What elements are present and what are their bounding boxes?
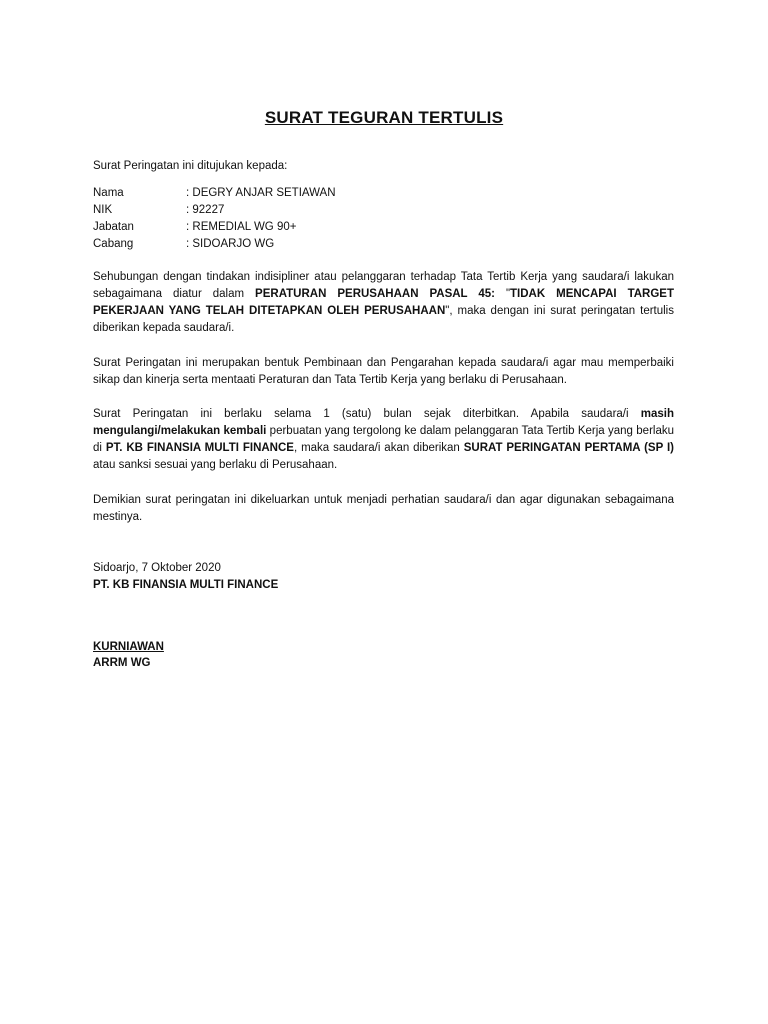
field-label: NIK (93, 204, 113, 216)
signer-name: KURNIAWAN (93, 641, 164, 653)
field-label: Cabang (93, 238, 134, 250)
text-span: ", maka dengan ini surat peringatan tertulis diberikan kepada saudara/i. (93, 305, 674, 334)
text-span: , maka saudara/i akan diberikan (293, 442, 464, 454)
field-value: : SIDOARJO WG (186, 238, 275, 250)
field-label: Nama (93, 187, 124, 199)
field-row-nama (93, 185, 674, 202)
paragraph-closing: Demikian surat peringatan ini dikeluarkan untuk menjadi perhatian saudara/i dan agar digunakan sebagaimana mestinya. (93, 494, 674, 523)
text-span: Surat Peringatan ini berlaku selama 1 (satu) bulan sejak diterbitkan. Apabila saudara/i (93, 408, 641, 420)
bold-regulation: PERATURAN PERUSAHAAN PASAL 45: (255, 288, 506, 300)
signer-title: ARRM WG (93, 657, 151, 669)
field-value: : REMEDIAL WG 90+ (186, 221, 297, 233)
field-value: : DEGRY ANJAR SETIAWAN (186, 187, 336, 199)
field-row-nik (93, 202, 674, 219)
bold-sp1: SURAT PERINGATAN PERTAMA (SP I) (463, 442, 674, 454)
bold-company: PT. KB FINANSIA MULTI FINANCE (105, 442, 294, 454)
addressee-intro: Surat Peringatan ini ditujukan kepada: (93, 160, 288, 172)
field-row-cabang (93, 236, 674, 253)
bold-violation-text: TIDAK MENCAPAI TARGET PEKERJAAN YANG TELAH DITETAPKAN OLEH PERUSAHAAN (93, 288, 674, 317)
text-span: atau sanksi sesuai yang berlaku di Perusahaan. (93, 459, 338, 471)
recipient-details (93, 185, 674, 253)
paragraph-violation (93, 269, 674, 337)
text-span: " (505, 288, 511, 300)
place-date: Sidoarjo, 7 Oktober 2020 (93, 562, 221, 574)
text-span: Sehubungan dengan tindakan indisipliner atau pelanggaran terhadap Tata Tertib Kerja yang saudara/i lakukan sebagaimana diatur dalam (93, 271, 674, 300)
field-row-jabatan (93, 219, 674, 236)
field-label: Jabatan (93, 221, 134, 233)
field-value: : 92227 (186, 204, 225, 216)
company-name: PT. KB FINANSIA MULTI FINANCE (93, 579, 279, 591)
text-span: perbuatan yang tergolong ke dalam pelanggaran Tata Tertib Kerja yang berlaku di (93, 425, 674, 454)
bold-repeat: masih mengulangi/melakukan kembali (93, 408, 674, 437)
paragraph-validity (93, 406, 674, 474)
document-title: SURAT TEGURAN TERTULIS (264, 108, 504, 127)
paragraph-purpose: Surat Peringatan ini merupakan bentuk Pembinaan dan Pengarahan kepada saudara/i agar mau memperbaiki sikap dan kinerja serta mentaati Peraturan dan Tata Tertib Kerja yang berlaku di Perusahaan. (93, 357, 674, 386)
